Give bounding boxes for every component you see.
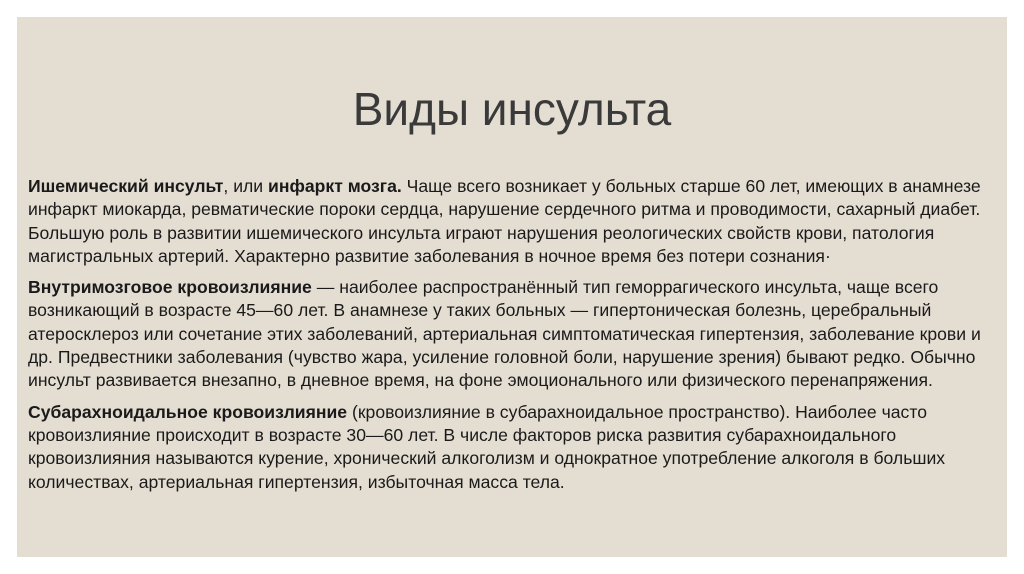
paragraph-text: (кровоизлияние в субарахноидальное пространство). Наиболее часто кровоизлияние происходит в возрасте 30—60 лет. В числе факторов риска развития субарахноидального кровоизлияния называются курение, хронический алкоголизм и однократное употребление алкоголя в больших количествах, артериальная гипертензия, избыточная масса тела. (28, 401, 946, 492)
paragraph-text: Чаще всего возникает у больных старше 60 лет, имеющих в анамнезе инфаркт миокарда, ревматические пороки сердца, нарушение сердечного ритма и проводимости, сахарный диабет. Большую роль в развитии ишемического инсульта играют нарушения реологических свойств крови, патология магистральных артерий. Характерно развитие заболевания в ночное время без потери сознания· (28, 176, 981, 266)
slide-title: Виды инсульта (352, 83, 672, 135)
term-ischemic-stroke: Ишемический инсульт (28, 176, 224, 196)
paragraph-intracerebral-hemorrhage (28, 276, 990, 392)
paragraph-text: , или (223, 176, 269, 196)
term-subarachnoid-hemorrhage: Субарахноидальное кровоизлияние (28, 401, 348, 422)
paragraph-text: — наиболее распространённый тип геморрагического инсульта, чаще всего возникающий в возрасте 45—60 лет. В анамнезе у таких больных — гипертоническая болезнь, церебральный атеросклероз или сочетание этих заболеваний, артериальная симптоматическая гипертензия, заболевание крови и др. Предвестники заболевания (чувство жара, усиление головной боли, нарушение зрения) бывают редко. Обычно инсульт развивается внезапно, в дневное время, на фоне эмоционального или физического перенапряжения. (28, 277, 981, 391)
paragraph-subarachnoid-hemorrhage (28, 401, 990, 494)
slide (17, 17, 1007, 557)
term-intracerebral-hemorrhage: Внутримозговое кровоизлияние (28, 277, 312, 298)
paragraph-ischemic-stroke (28, 175, 990, 268)
slide-body (28, 175, 990, 502)
term-brain-infarction: инфаркт мозга. (268, 176, 402, 196)
